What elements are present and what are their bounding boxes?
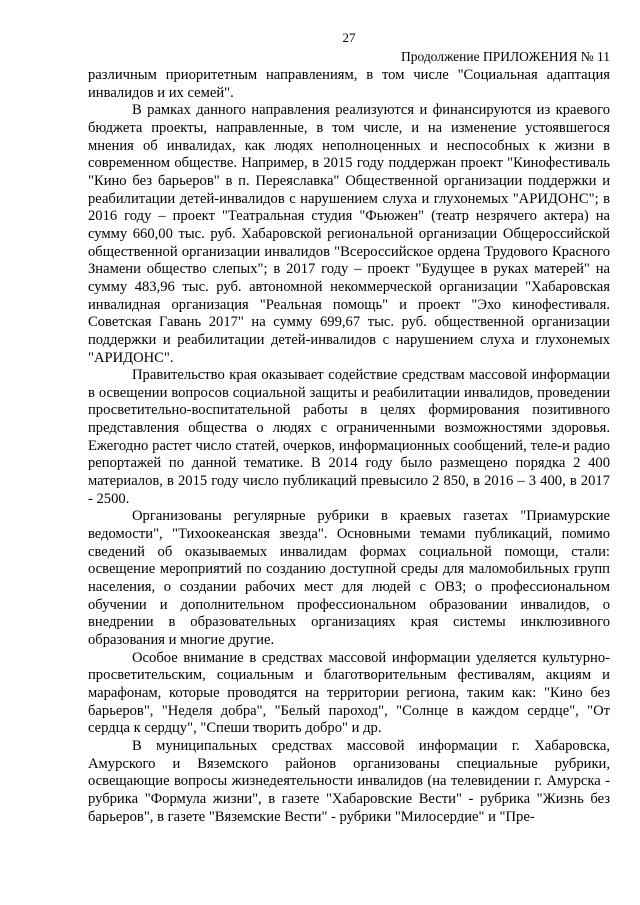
body-text <box>88 67 610 826</box>
paragraph-newspaper-rubrics: Организованы регулярные рубрики в краевых газетах "Приамурские ведомости", "Тихоокеанская звезда". Основными темами публикаций, помимо сведений об оказываемых инвалидам формах социальной помощи, стали: освещение мероприятий по созданию доступной среды для маломобильных групп населения, о создании рабочих мест для людей с ОВЗ; о профессиональном обучении и дополнительном профессиональном образовании инвалидов, о внедрении в образовательных организациях края системы инклюзивного образования и многие другие. <box>88 508 610 648</box>
paragraph-media-support: Правительство края оказывает содействие средствам массовой информации в освещении вопросов социальной защиты и реабилитации инвалидов, проведении просветительно-воспитательной работы в целях формирования позитивного представления общества о людях с ограниченными возможностями здоровья. Ежегодно растет число статей, очерков, информационных сообщений, теле-и радио репортажей по данной тематике. В 2014 году было размещено порядка 2 400 материалов, в 2015 году число публикаций превысило 2 850, в 2016 – 3 400, в 2017 - 2500. <box>88 367 610 507</box>
page-number: 27 <box>342 30 356 45</box>
appendix-header: Продолжение ПРИЛОЖЕНИЯ № 11 <box>400 49 610 64</box>
paragraph-festivals: Особое внимание в средствах массовой информации уделяется культурно-просветительским, социальным и благотворительным фестивалям, акциям и марафонам, которые проводятся на территории региона, таким как: "Кино без барьеров", "Неделя добра", "Белый пароход", "Солнце в каждом сердце", "От сердца к сердцу", "Спеши творить добро" и др. <box>88 649 610 737</box>
paragraph-continuation: различным приоритетным направлениям, в том числе "Социальная адаптация инвалидов и их семей". <box>88 67 610 101</box>
paragraph-projects: В рамках данного направления реализуются и финансируются из краевого бюджета проекты, направленные, в том числе, и на изменение устоявшегося мнения об инвалидах, как людях неполноценных и неспособных к жизни в современном обществе. Например, в 2015 году поддержан проект "Кинофестиваль "Кино без барьеров" в п. Переяславка" Общественной организации поддержки и реабилитации детей-инвалидов с нарушением слуха и глухонемых "АРИДОНС"; в 2016 году – проект "Театральная студия "Фьюжен" (театр незрячего актера) на сумму 660,00 тыс. руб. Хабаровской региональной организации Общероссийской общественной организации инвалидов "Всероссийское ордена Трудового Красного Знамени общество слепых"; в 2017 году – проект "Будущее в руках матерей" на сумму 483,96 тыс. руб. автономной некоммерческой организации "Хабаровская инвалидная организация "Реальная помощь" и проект "Эхо кинофестиваля. Советская Гавань 2017" на сумму 699,67 тыс. руб. общественной организации поддержки и реабилитации детей-инвалидов с нарушением слуха и глухонемых "АРИДОНС". <box>88 102 610 366</box>
document-page <box>88 30 610 826</box>
paragraph-municipal-media: В муниципальных средствах массовой информации г. Хабаровска, Амурского и Вяземского районов организованы специальные рубрики, освещающие вопросы жизнедеятельности инвалидов (на телевидении г. Амурска - рубрика "Формула жизни", в газете "Хабаровские Вести" - рубрика "Жизнь без барьеров", в газете "Вяземские Вести" - рубрики "Милосердие" и "Пре- <box>88 737 610 825</box>
